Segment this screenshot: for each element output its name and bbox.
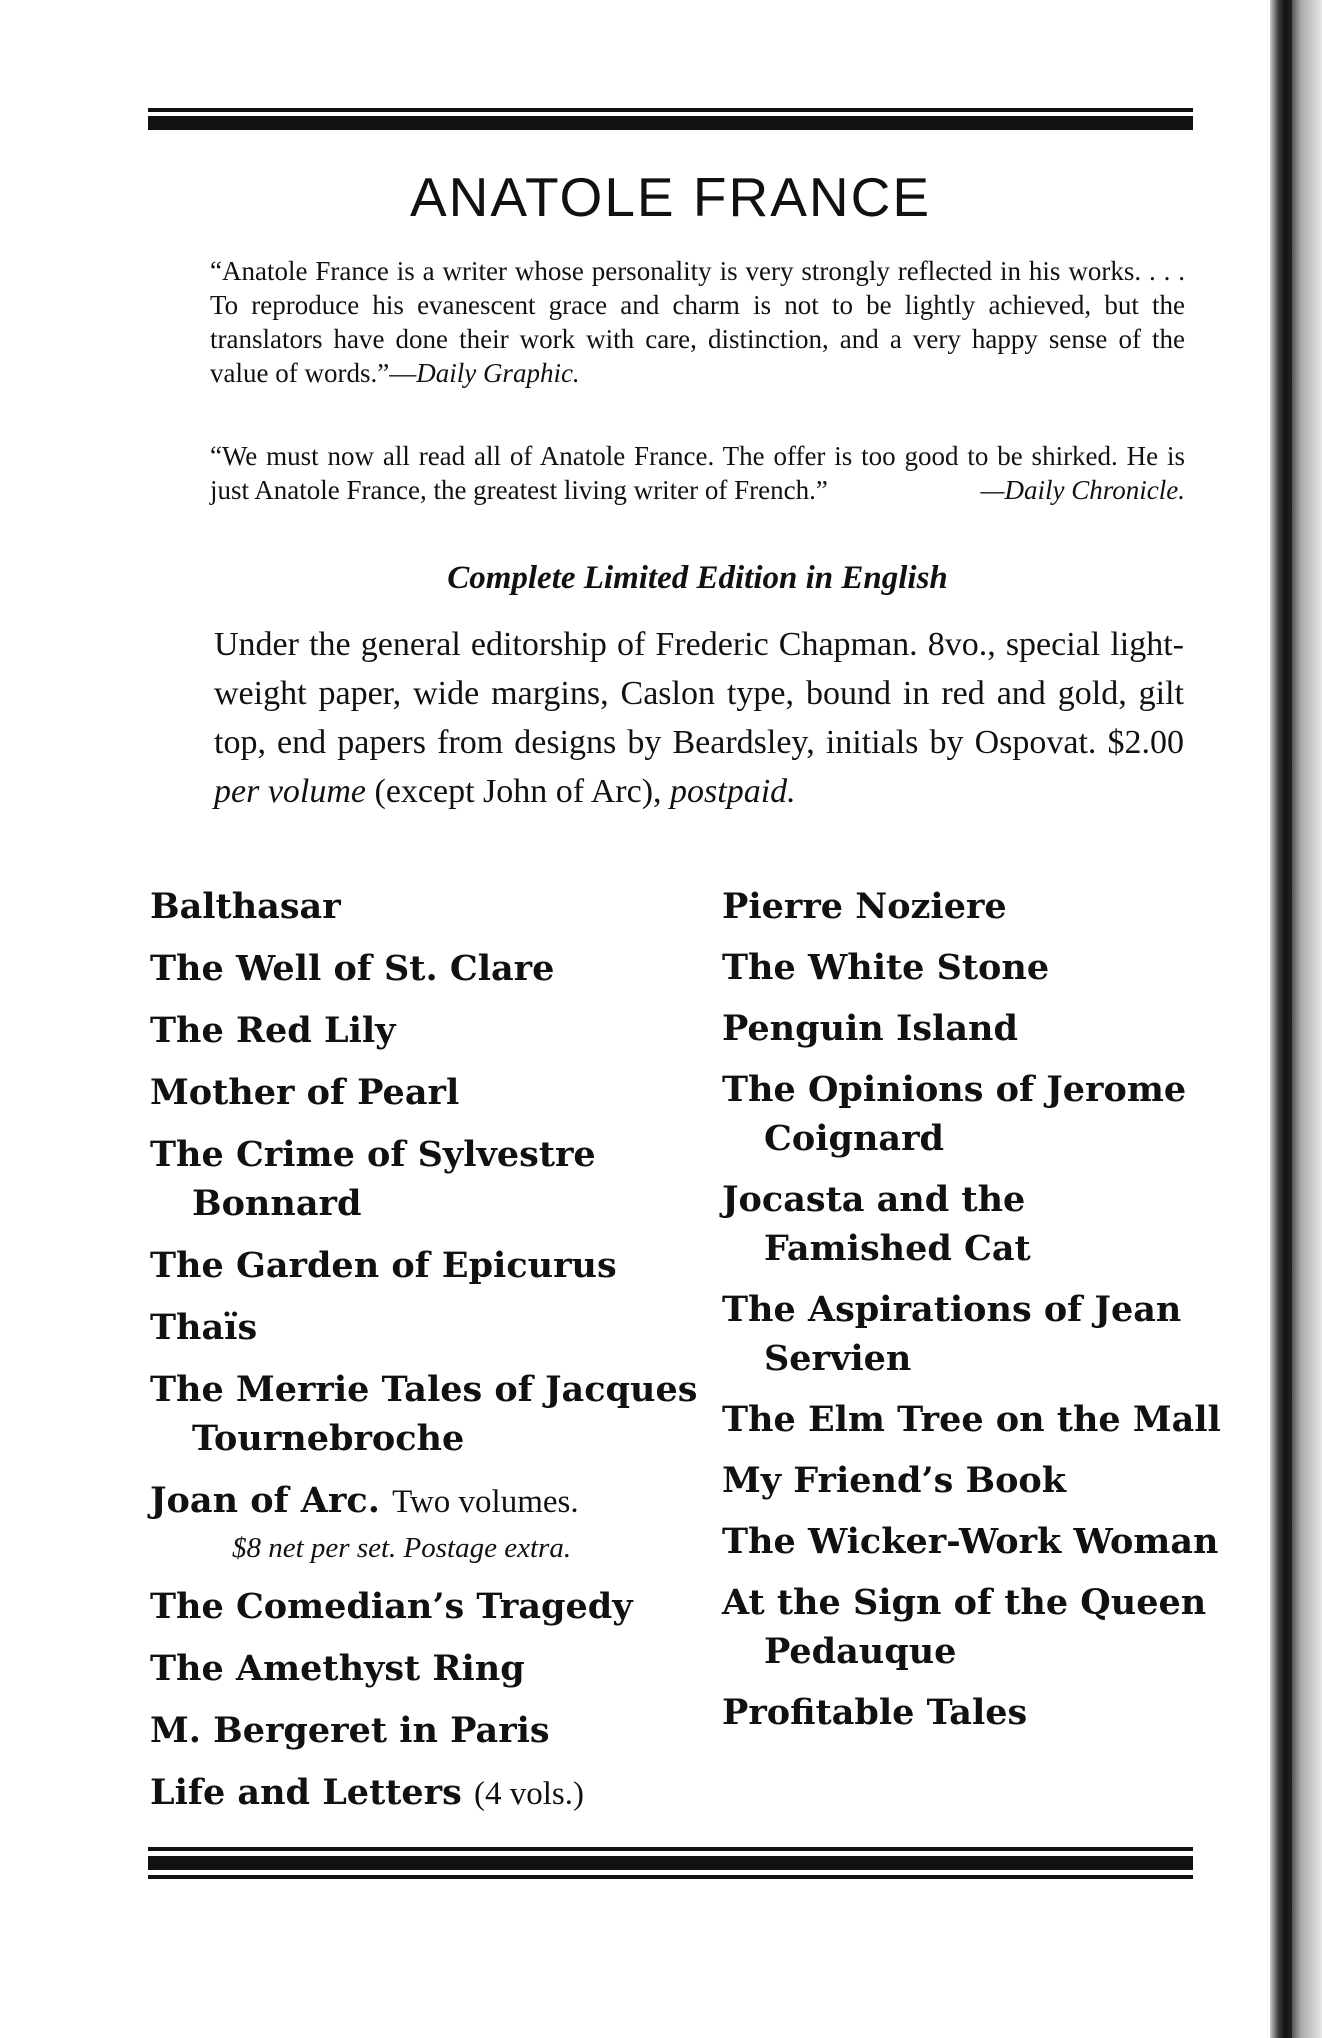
book-title-text: Jocasta and the Famished Cat xyxy=(722,1179,1031,1269)
bottom-rule-base xyxy=(148,1875,1193,1879)
book-title-text: Thaïs xyxy=(150,1307,258,1348)
book-volume-note: Two volumes. xyxy=(392,1484,579,1520)
quote-daily-graphic xyxy=(210,254,1185,390)
quote-text: “Anatole France is a writer whose personality is very strongly reflected in his works. . . . To reproduce his evanescent grace and charm is not to be lightly achieved, but the translators have done their work with care, distinction, and a very happy sense of the value of words.”— xyxy=(210,256,1185,388)
book-title-text: Life and Letters xyxy=(150,1772,462,1813)
page-title: ANATOLE FRANCE xyxy=(409,166,932,228)
book-title xyxy=(150,1476,710,1569)
book-title-text: Penguin Island xyxy=(722,1008,1018,1049)
book-title-text: At the Sign of the Queen Pedauque xyxy=(722,1582,1207,1672)
book-title xyxy=(150,1365,710,1463)
book-title xyxy=(150,1241,710,1290)
book-title xyxy=(150,882,710,931)
book-title-text: Balthasar xyxy=(150,886,341,927)
book-title-text: Mother of Pearl xyxy=(150,1072,460,1113)
book-title-text: The Elm Tree on the Mall xyxy=(722,1399,1221,1440)
book-title xyxy=(150,1582,710,1631)
book-title-text: The Merrie Tales of Jacques Tournebroche xyxy=(150,1369,698,1459)
book-title-text: The White Stone xyxy=(722,947,1050,988)
book-title xyxy=(150,1644,710,1693)
book-title xyxy=(722,1395,1222,1444)
book-title xyxy=(722,1175,1222,1273)
book-title xyxy=(150,1130,710,1228)
quote-source: —Daily Chronicle. xyxy=(980,475,1185,505)
book-title xyxy=(150,1768,710,1819)
page-edge-margin xyxy=(1292,0,1322,2038)
book-title xyxy=(150,944,710,993)
book-title-text: M. Bergeret in Paris xyxy=(150,1710,550,1751)
edition-heading: Complete Limited Edition in English xyxy=(447,560,948,596)
bottom-rule-thin xyxy=(148,1847,1193,1851)
book-title xyxy=(722,1578,1222,1676)
book-title-text: Pierre Noziere xyxy=(722,886,1007,927)
description-per-volume: per volume xyxy=(214,773,367,810)
book-title-text: The Aspirations of Jean Servien xyxy=(722,1289,1182,1379)
description-text: Under the general editorship of Frederic Chapman. 8vo., special light-weight paper, wide margins, Caslon type, bound in red and gold, gilt top, end papers from designs by Beardsley, initials by Ospovat. $2.00 xyxy=(214,626,1184,761)
book-title-text: Joan of Arc. xyxy=(150,1480,380,1521)
book-title xyxy=(722,1688,1222,1737)
book-title-text: My Friend’s Book xyxy=(722,1460,1067,1501)
edition-description xyxy=(214,620,1184,816)
quote-source: Daily Graphic. xyxy=(416,358,580,388)
top-rule-thick xyxy=(148,116,1193,130)
book-title-text: The Crime of Sylvestre Bonnard xyxy=(150,1134,596,1224)
book-title xyxy=(722,1285,1222,1383)
book-title-text: The Garden of Epicurus xyxy=(150,1245,617,1286)
book-title xyxy=(722,1517,1222,1566)
book-title xyxy=(722,1065,1222,1163)
book-title-text: The Well of St. Clare xyxy=(150,948,555,989)
page-edge-shadow xyxy=(1270,0,1292,2038)
book-title xyxy=(722,882,1222,931)
book-title xyxy=(722,943,1222,992)
description-postpaid: postpaid. xyxy=(670,773,796,810)
book-title-text: The Comedian’s Tragedy xyxy=(150,1586,633,1627)
book-title-text: Profitable Tales xyxy=(722,1692,1028,1733)
book-title-text: The Amethyst Ring xyxy=(150,1648,525,1689)
book-title-text: The Red Lily xyxy=(150,1010,396,1051)
quote-daily-chronicle xyxy=(210,439,1185,507)
titles-list-left xyxy=(150,882,710,1832)
bottom-rule-thick xyxy=(148,1856,1193,1870)
book-title-text: The Wicker-Work Woman xyxy=(722,1521,1219,1562)
book-volume-note: (4 vols.) xyxy=(474,1776,585,1812)
book-title xyxy=(150,1706,710,1755)
book-title xyxy=(722,1004,1222,1053)
quote-text: “We must now all read all of Anatole France. The offer is too good to be shirked. He is just Anatole France, the greatest living writer of French.” xyxy=(210,441,1185,505)
book-title xyxy=(150,1303,710,1352)
book-title xyxy=(722,1456,1222,1505)
book-title-text: The Opinions of Jerome Coignard xyxy=(722,1069,1187,1159)
description-exception: (except John of Arc), xyxy=(366,773,671,810)
book-price-note: $8 net per set. Postage extra. xyxy=(232,1532,572,1564)
book-title xyxy=(150,1068,710,1117)
titles-list-right xyxy=(722,882,1222,1749)
top-rule-thin xyxy=(148,108,1193,112)
book-title xyxy=(150,1006,710,1055)
